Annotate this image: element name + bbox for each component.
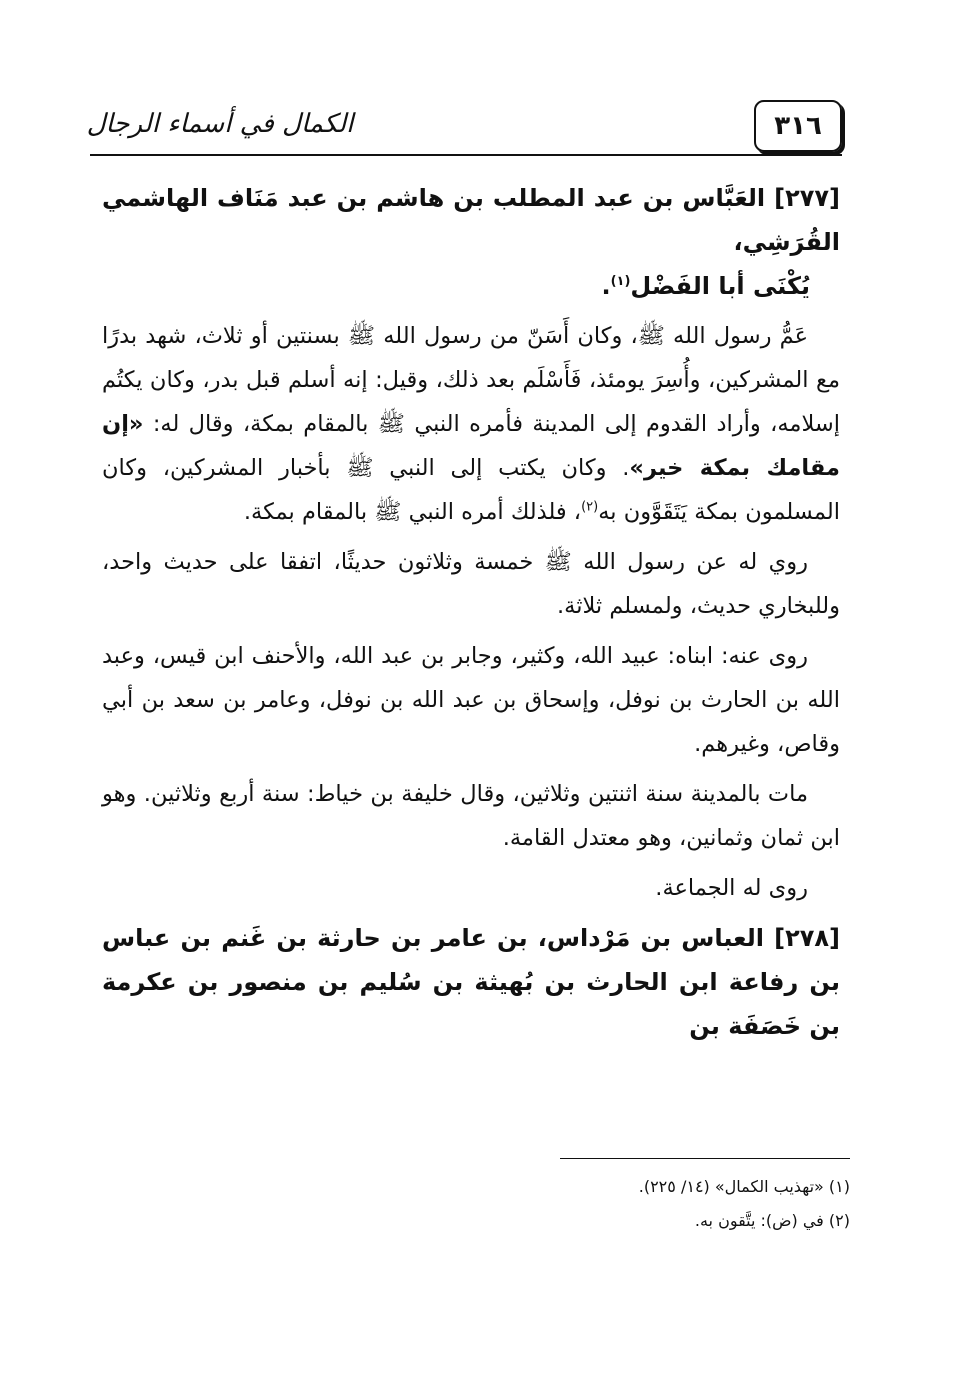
entry-277-heading-line2-wrap [102,264,840,308]
entry-277-p1-text-b: . وكان يكتب إلى النبي ﷺ بأخبار المشركين، وكان المسلمون بمكة يَتَقَوَّون به [102,455,840,525]
footnote-divider [560,1158,850,1159]
entry-277-heading-end: . [601,272,611,300]
footnote-1: (١) «تهذيب الكمال» (١٤/ ٢٢٥). [638,1177,850,1196]
entry-277-p1-text-c: ، فلذلك أمره النبي ﷺ بالمقام بمكة. [243,499,582,525]
footnotes [112,1170,850,1238]
page-header [86,96,842,158]
entry-277-heading [102,176,840,308]
main-text [102,176,840,1054]
entry-277-p1-quote: «إن مقامك بمكة خير» [102,411,840,481]
footnote-ref-2[interactable]: (٢) [581,499,599,515]
entry-278-heading: [٢٧٨] العباس بن مَرْداس، بن عامر بن حارثة بن غَنم بن عباس بن رفاعة ابن الحارث بن بُهيثة بن سُليم بن منصور بن عكرمة بن خَصَفَة بن [102,924,840,1040]
entry-277-paragraph-2: روي له عن رسول الله ﷺ خمسة وثلاثون حديثًا، اتفقا على حديث واحد، وللبخاري حديث، ولمسلم ثلاثة. [102,549,840,619]
entry-277-paragraph-3: روى عنه: ابناه: عبيد الله، وكثير، وجابر بن عبد الله، والأحنف ابن قيس، وعبد الله بن الحارث بن نوفل، وإسحاق بن عبد الله بن نوفل، وعامر بن سعد بن أبي وقاص، وغيرهم. [102,643,840,757]
entry-277-paragraph-4: مات بالمدينة سنة اثنتين وثلاثين، وقال خليفة بن خياط: سنة أربع وثلاثين. وهو ابن ثمان وثمانين، وهو معتدل القامة. [102,781,840,851]
footnote-ref-1[interactable]: (١) [610,274,631,289]
page-number: ٣١٦ [754,100,842,152]
book-title-calligraphy: الكمال في أسماء الرجال [86,109,354,139]
entry-277-p1-text-a: عَمُّ رسول الله ﷺ، وكان أَسَنّ من رسول الله ﷺ بسنتين أو ثلاث، شهد بدرًا مع المشركين، وأُسِرَ يومئذ، فَأَسْلَم بعد ذلك، وقيل: إنه أسلم قبل بدر، وكان يكتُم إسلامه، وأراد القدوم إلى المدينة فأمره النبي ﷺ بالمقام بمكة، وقال له: [102,323,840,437]
entry-277-heading-line1: [٢٧٧] العَبَّاس بن عبد المطلب بن هاشم بن عبد مَنَاف الهاشمي القُرَشِي، [102,184,840,256]
footnote-2: (٢) في (ض): يتَّقون به. [694,1211,850,1230]
entry-277-paragraph-5: روى له الجماعة. [655,875,808,901]
entry-277-paragraph-1 [102,314,840,534]
entry-277-heading-line2: يُكْنَى أبا الفَضْل [630,272,810,300]
header-divider [90,154,842,156]
